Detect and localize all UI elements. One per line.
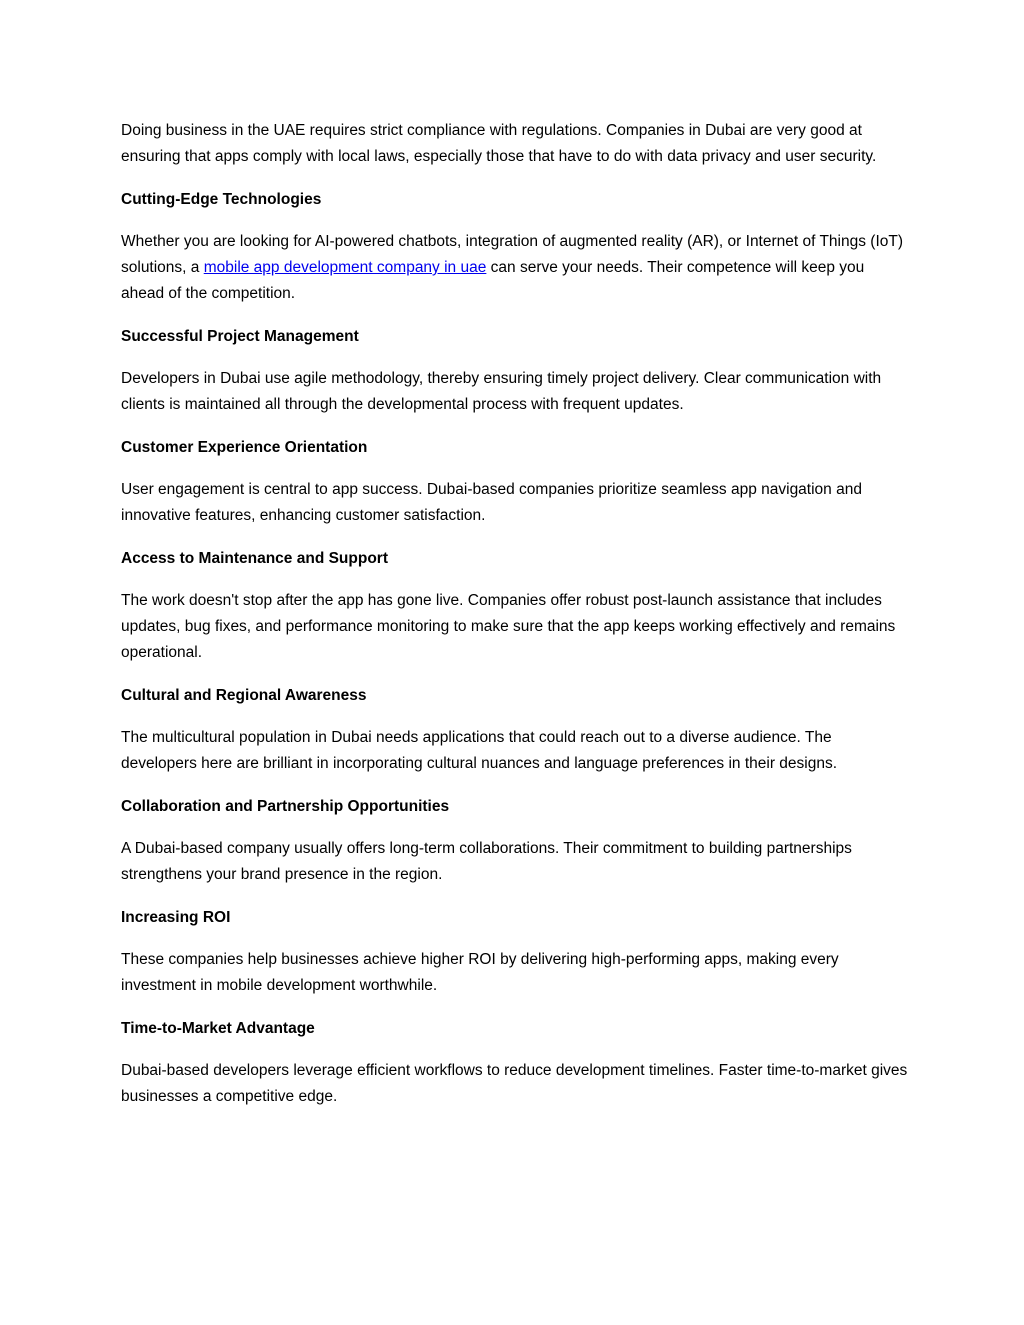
section-paragraph-collaboration: A Dubai-based company usually offers long-term collaborations. Their commitment to building partnerships strengthens your brand presence in the region. xyxy=(121,840,852,883)
section-heading-collaboration: Collaboration and Partnership Opportunities xyxy=(121,798,450,815)
section-heading-time-to-market: Time-to-Market Advantage xyxy=(121,1020,315,1037)
intro-paragraph: Doing business in the UAE requires strict compliance with regulations. Companies in Dubai are very good at ensuring that apps comply with local laws, especially those that have to do with data privacy and user security. xyxy=(121,122,877,165)
section-heading-maintenance: Access to Maintenance and Support xyxy=(121,550,388,567)
section-paragraph-roi: These companies help businesses achieve higher ROI by delivering high-performing apps, making every investment in mobile development worthwhile. xyxy=(121,951,839,994)
paragraph-text: Whether you are looking for AI-powered chatbots, integration of augmented reality (AR), or Internet of Things (IoT) solutions, a xyxy=(121,233,904,276)
document-page xyxy=(121,118,911,1127)
paragraph-text: can serve your needs. Their competence will keep you ahead of the competition. xyxy=(121,259,865,302)
company-link[interactable]: mobile app development company in uae xyxy=(203,259,487,276)
section-paragraph-cultural: The multicultural population in Dubai needs applications that could reach out to a diverse audience. The developers here are brilliant in incorporating cultural nuances and language preferences in their designs. xyxy=(121,729,838,772)
section-heading-project-management: Successful Project Management xyxy=(121,328,359,345)
section-paragraph-cutting-edge xyxy=(121,229,911,307)
section-heading-cutting-edge: Cutting-Edge Technologies xyxy=(121,191,322,208)
section-heading-roi: Increasing ROI xyxy=(121,909,231,926)
section-paragraph-maintenance: The work doesn't stop after the app has gone live. Companies offer robust post-launch assistance that includes updates, bug fixes, and performance monitoring to make sure that the app keeps working effectively and remains operational. xyxy=(121,592,896,661)
section-paragraph-time-to-market: Dubai-based developers leverage efficient workflows to reduce development timelines. Faster time-to-market gives businesses a competitive edge. xyxy=(121,1062,908,1105)
section-paragraph-customer-experience: User engagement is central to app success. Dubai-based companies prioritize seamless app navigation and innovative features, enhancing customer satisfaction. xyxy=(121,481,862,524)
section-paragraph-project-management: Developers in Dubai use agile methodology, thereby ensuring timely project delivery. Clear communication with clients is maintained all through the developmental process with frequent updates. xyxy=(121,370,882,413)
section-heading-customer-experience: Customer Experience Orientation xyxy=(121,439,368,456)
section-heading-cultural: Cultural and Regional Awareness xyxy=(121,687,367,704)
